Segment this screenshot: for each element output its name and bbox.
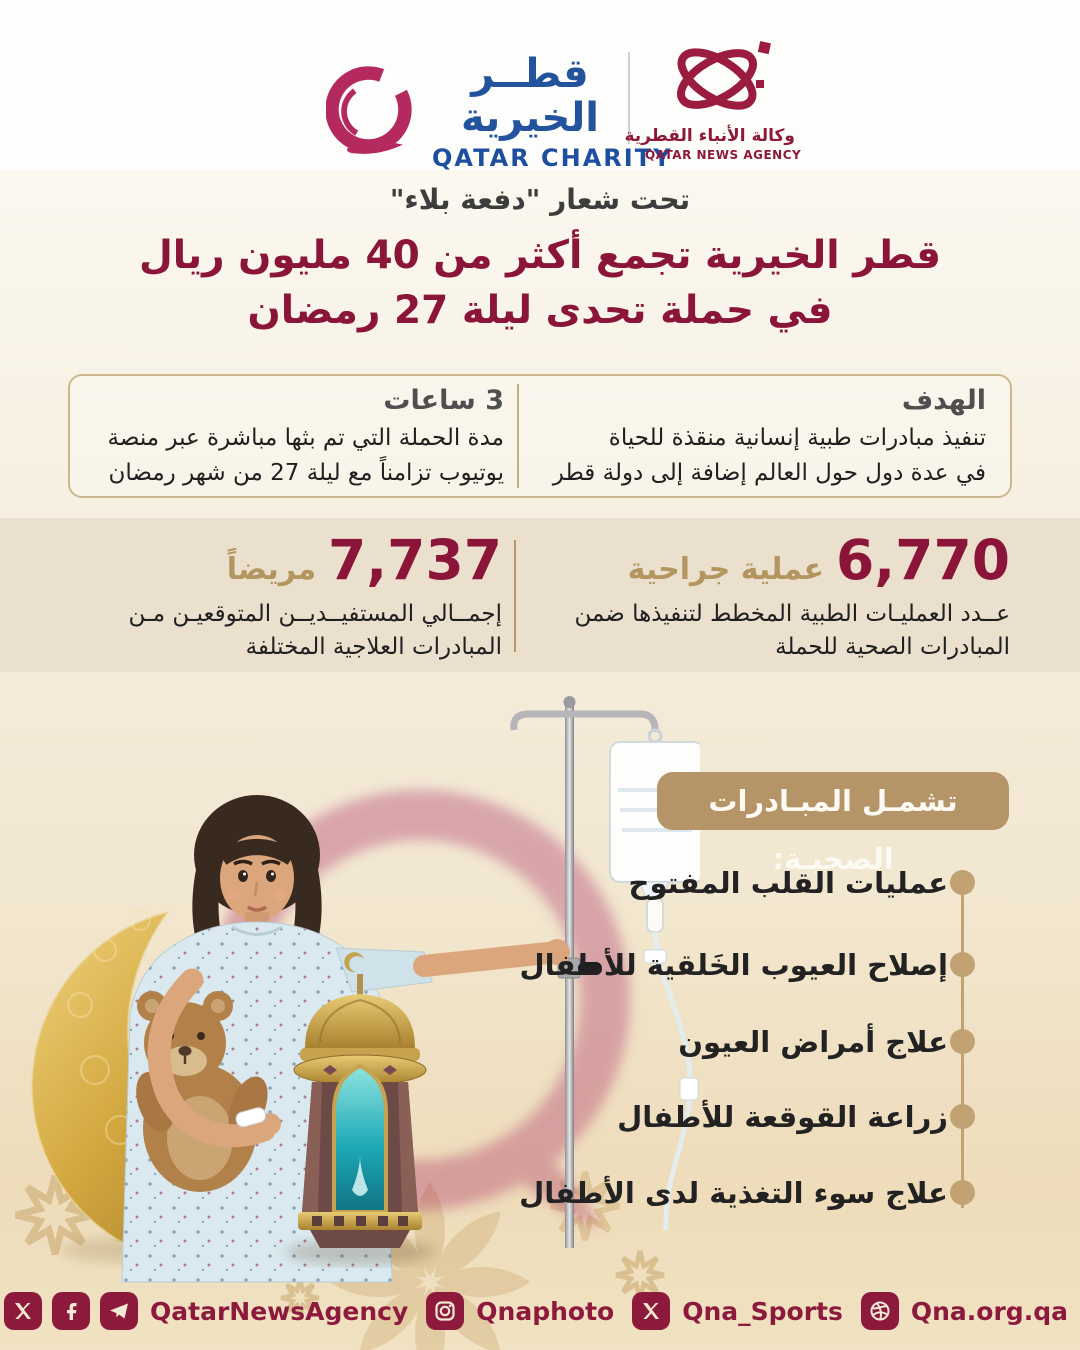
initiative-item: عمليات القلب المفتوح (628, 866, 948, 900)
stats-band (0, 518, 1080, 672)
duration-section (96, 385, 504, 490)
page-title (0, 228, 1080, 339)
stat-surgeries-desc: عــدد العمليـات الطبية المخطط لتنفيذها ضمن المبادرات الصحية للحملة (574, 600, 1010, 661)
page-title-line2: في حملة تحدى ليلة 27 رمضان (247, 288, 833, 334)
qatar-charity-logo (326, 51, 673, 172)
stat-beneficiaries (66, 528, 502, 664)
goal-heading: الهدف (901, 385, 986, 416)
facebook-icon[interactable] (52, 1292, 90, 1330)
qatar-charity-wordmark (432, 51, 673, 172)
stat-surgeries-number (570, 528, 1010, 592)
qna-name-ar: وكالة الأنباء القطرية (624, 126, 795, 146)
stats-divider (514, 540, 516, 652)
globe-icon[interactable] (861, 1292, 899, 1330)
qna-swirl-icon (659, 38, 781, 120)
stat-surgeries (570, 528, 1010, 664)
initiative-item: علاج سوء التغذية لدى الأطفال (519, 1176, 948, 1210)
duration-body: مدة الحملة التي تم بثها مباشرة عبر منصة يوتيوب تزامناً مع ليلة 27 من شهر رمضان (107, 425, 504, 486)
social-footer (0, 1288, 1080, 1334)
campaign-illustration (0, 650, 700, 1350)
info-box-divider (517, 384, 519, 488)
stat-beneficiaries-unit: مريضاً (226, 552, 317, 587)
stat-surgeries-value: 6,770 (836, 528, 1010, 592)
header (0, 0, 1080, 170)
footer-handle-news[interactable]: QatarNewsAgency (150, 1296, 409, 1326)
goal-section (546, 385, 986, 490)
footer-handle-sports[interactable]: Qna_Sports (682, 1296, 843, 1326)
page-title-line1: قطر الخيرية تجمع أكثر من 40 مليون ريال (138, 233, 942, 278)
qatar-charity-name-ar: قطــر الخيرية (460, 51, 600, 141)
telegram-icon[interactable] (100, 1292, 138, 1330)
bullet-icon (950, 952, 975, 977)
qna-name-en: QATAR NEWS AGENCY (645, 148, 802, 162)
initiatives-heading-badge: تشمـل المبـادرات الصحيـة: (657, 772, 1009, 830)
stat-beneficiaries-desc: إجمــالي المستفيــديــن المتوقعيـن مـن المبادرات العلاجية المختلفة (128, 600, 502, 661)
info-box (68, 374, 1012, 498)
initiative-item: علاج أمراض العيون (678, 1025, 948, 1059)
bullet-icon (950, 870, 975, 895)
initiative-item: إصلاح العيوب الخَلقية للأطفال (519, 948, 948, 982)
x-icon[interactable] (4, 1292, 42, 1330)
stat-beneficiaries-value: 7,737 (328, 528, 502, 592)
qna-logo (624, 38, 802, 162)
goal-body: تنفيذ مبادرات طبية إنسانية منقذة للحياة في عدة دول حول العالم إضافة إلى دولة قطر (552, 425, 986, 486)
instagram-icon[interactable] (426, 1292, 464, 1330)
campaign-slogan: تحت شعار "دفعة بلاء" (389, 183, 691, 216)
qatar-charity-name-en: QATAR CHARITY (432, 144, 673, 172)
stat-surgeries-unit: عملية جراحية (627, 552, 825, 587)
footer-website[interactable]: Qna.org.qa (910, 1296, 1068, 1326)
initiative-item: زراعة القوقعة للأطفال (617, 1100, 948, 1134)
bullet-icon (950, 1104, 975, 1129)
stat-beneficiaries-number (66, 528, 502, 592)
duration-heading: 3 ساعات (383, 385, 504, 416)
bullet-icon (950, 1180, 975, 1205)
footer-handle-photo[interactable]: Qnaphoto (476, 1296, 615, 1326)
bullet-icon (950, 1029, 975, 1054)
qatar-charity-q-icon (326, 62, 422, 162)
x-icon[interactable] (632, 1292, 670, 1330)
